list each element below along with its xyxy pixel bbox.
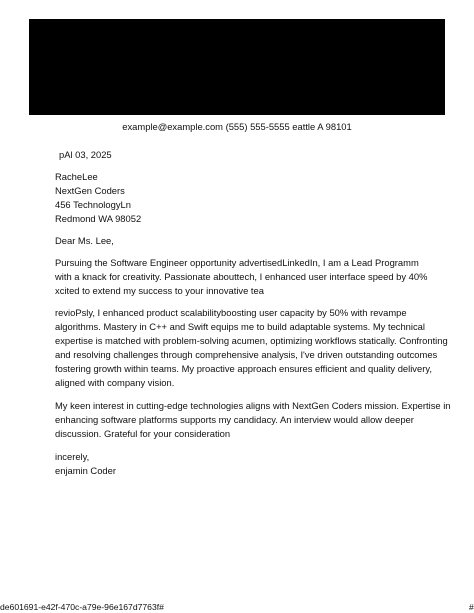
header-redaction-block xyxy=(29,19,445,115)
signature-name: enjamin Coder xyxy=(55,465,116,476)
paragraph-line: expertise is matched with problem-solving acumen, optimizing workflows statically. Confronting xyxy=(55,335,448,346)
recipient-name: RacheLee xyxy=(55,171,98,182)
paragraph-line: My keen interest in cutting-edge technologies aligns with NextGen Coders mission. Expertise in xyxy=(55,400,451,411)
paragraph-line: xcited to extend my success to your innovative tea xyxy=(55,285,264,296)
recipient-company: NextGen Coders xyxy=(55,185,125,196)
paragraph-line: and resolving challenges through comprehensive analysis, I've driven outstanding outcomes xyxy=(55,349,438,360)
paragraph-line: revioPsly, I enhanced product scalabilityboosting user capacity by 50% with revampe xyxy=(55,307,407,318)
paragraph-line: fostering growth within teams. My proactive approach ensures efficient and quality delivery, xyxy=(55,363,432,374)
recipient-city: Redmond WA 98052 xyxy=(55,213,142,224)
paragraph-line: discussion. Grateful for your consideration xyxy=(55,428,231,439)
document-id-footer: de601691-e42f-470c-a79e-96e167d7763f# xyxy=(0,602,164,612)
letter-date: pAl 03, 2025 xyxy=(59,149,112,160)
paragraph-line: aligned with company vision. xyxy=(55,377,175,388)
contact-info-line: example@example.com (555) 555-5555 eattle A 98101 xyxy=(122,121,352,132)
closing: incerely, xyxy=(55,451,90,462)
recipient-street: 456 TechnologyLn xyxy=(55,199,131,210)
paragraph-line: with a knack for creativity. Passionate abouttech, I enhanced user interface speed by 40% xyxy=(55,271,428,282)
footer-right-mark: # xyxy=(469,602,474,612)
paragraph-line: enhancing software platforms supports my candidacy. An interview would allow deeper xyxy=(55,414,414,425)
paragraph-line: Pursuing the Software Engineer opportunity advertisedLinkedIn, I am a Lead Programm xyxy=(55,257,419,268)
paragraph-line: algorithms. Mastery in C++ and Swift equips me to build adaptable systems. My technical xyxy=(55,321,425,332)
salutation: Dear Ms. Lee, xyxy=(55,235,114,246)
